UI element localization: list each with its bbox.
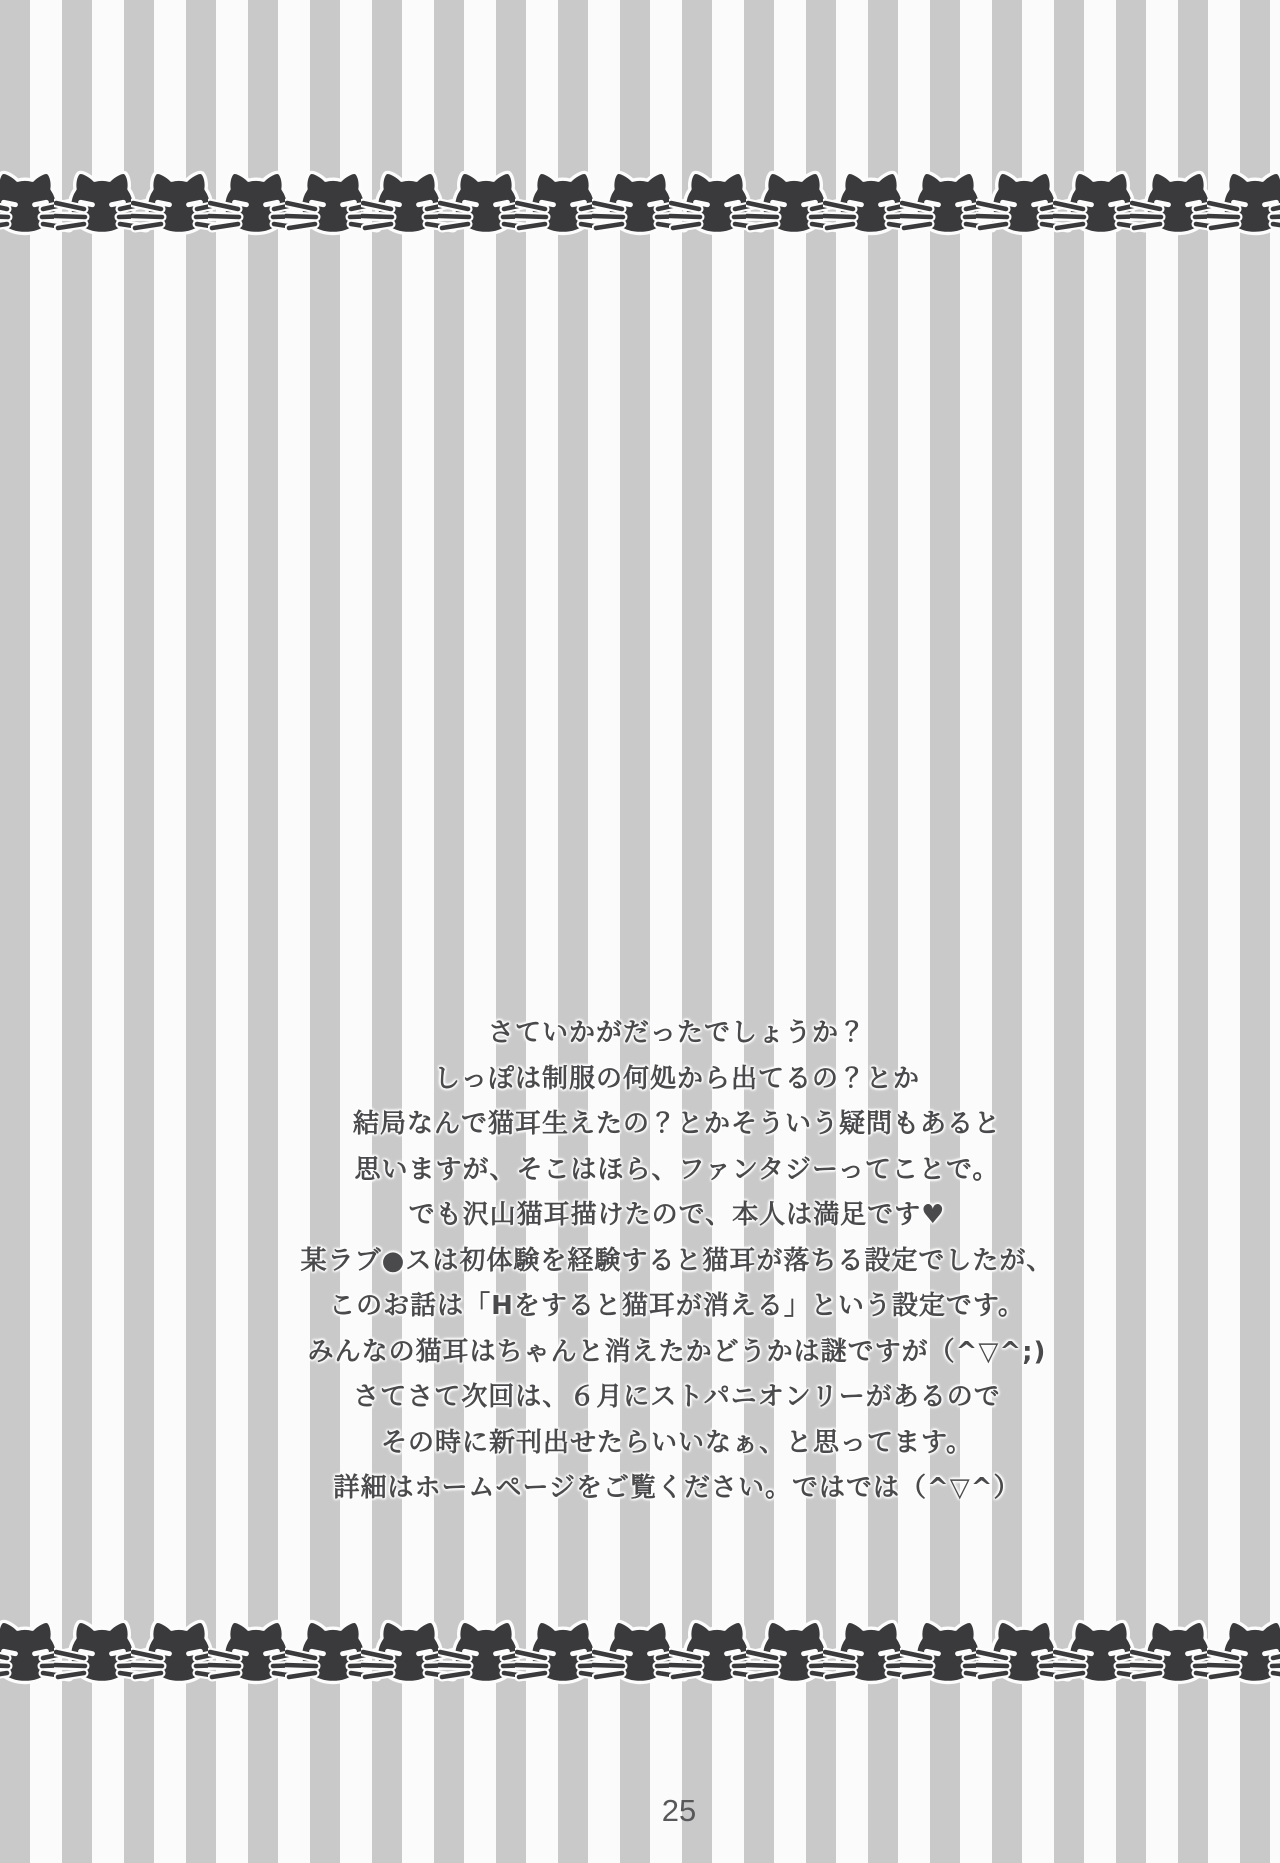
- afterword-line: 某ラブ●スは初体験を経験すると猫耳が落ちる設定でしたが、: [300, 1245, 1054, 1276]
- cat-border-top: [0, 170, 1280, 242]
- afterword-line: 思いますが、そこはほら、ファンタジーってことで。: [354, 1154, 1000, 1185]
- afterword-line: 詳細はホームページをご覧ください。ではでは（^▽^）: [333, 1473, 1021, 1503]
- cat-face-icon: [1207, 1619, 1280, 1691]
- afterword-line: でも沢山猫耳描けたので、本人は満足です♥: [408, 1200, 946, 1230]
- afterword-line: みんなの猫耳はちゃんと消えたかどうかは謎ですが（^▽^;): [307, 1336, 1047, 1367]
- page-number: 25: [661, 1793, 697, 1828]
- afterword-line: その時に新刊出せたらいいなぁ、と思ってます。: [381, 1427, 973, 1458]
- afterword-text: [37, 1011, 1280, 1512]
- afterword-line: さていかがだったでしょうか？: [487, 1018, 866, 1048]
- afterword-line: このお話は「Hをすると猫耳が消える」という設定です。: [329, 1291, 1025, 1321]
- afterword-line: 結局なんで猫耳生えたの？とかそういう疑問もあると: [352, 1109, 1001, 1139]
- cat-face-icon: [1207, 170, 1280, 242]
- afterword-line: しっぽは制服の何処から出てるの？とか: [433, 1063, 920, 1094]
- afterword-line: さてさて次回は、６月にストパニオンリーがあるので: [353, 1382, 1001, 1412]
- cat-border-bottom: [0, 1619, 1280, 1691]
